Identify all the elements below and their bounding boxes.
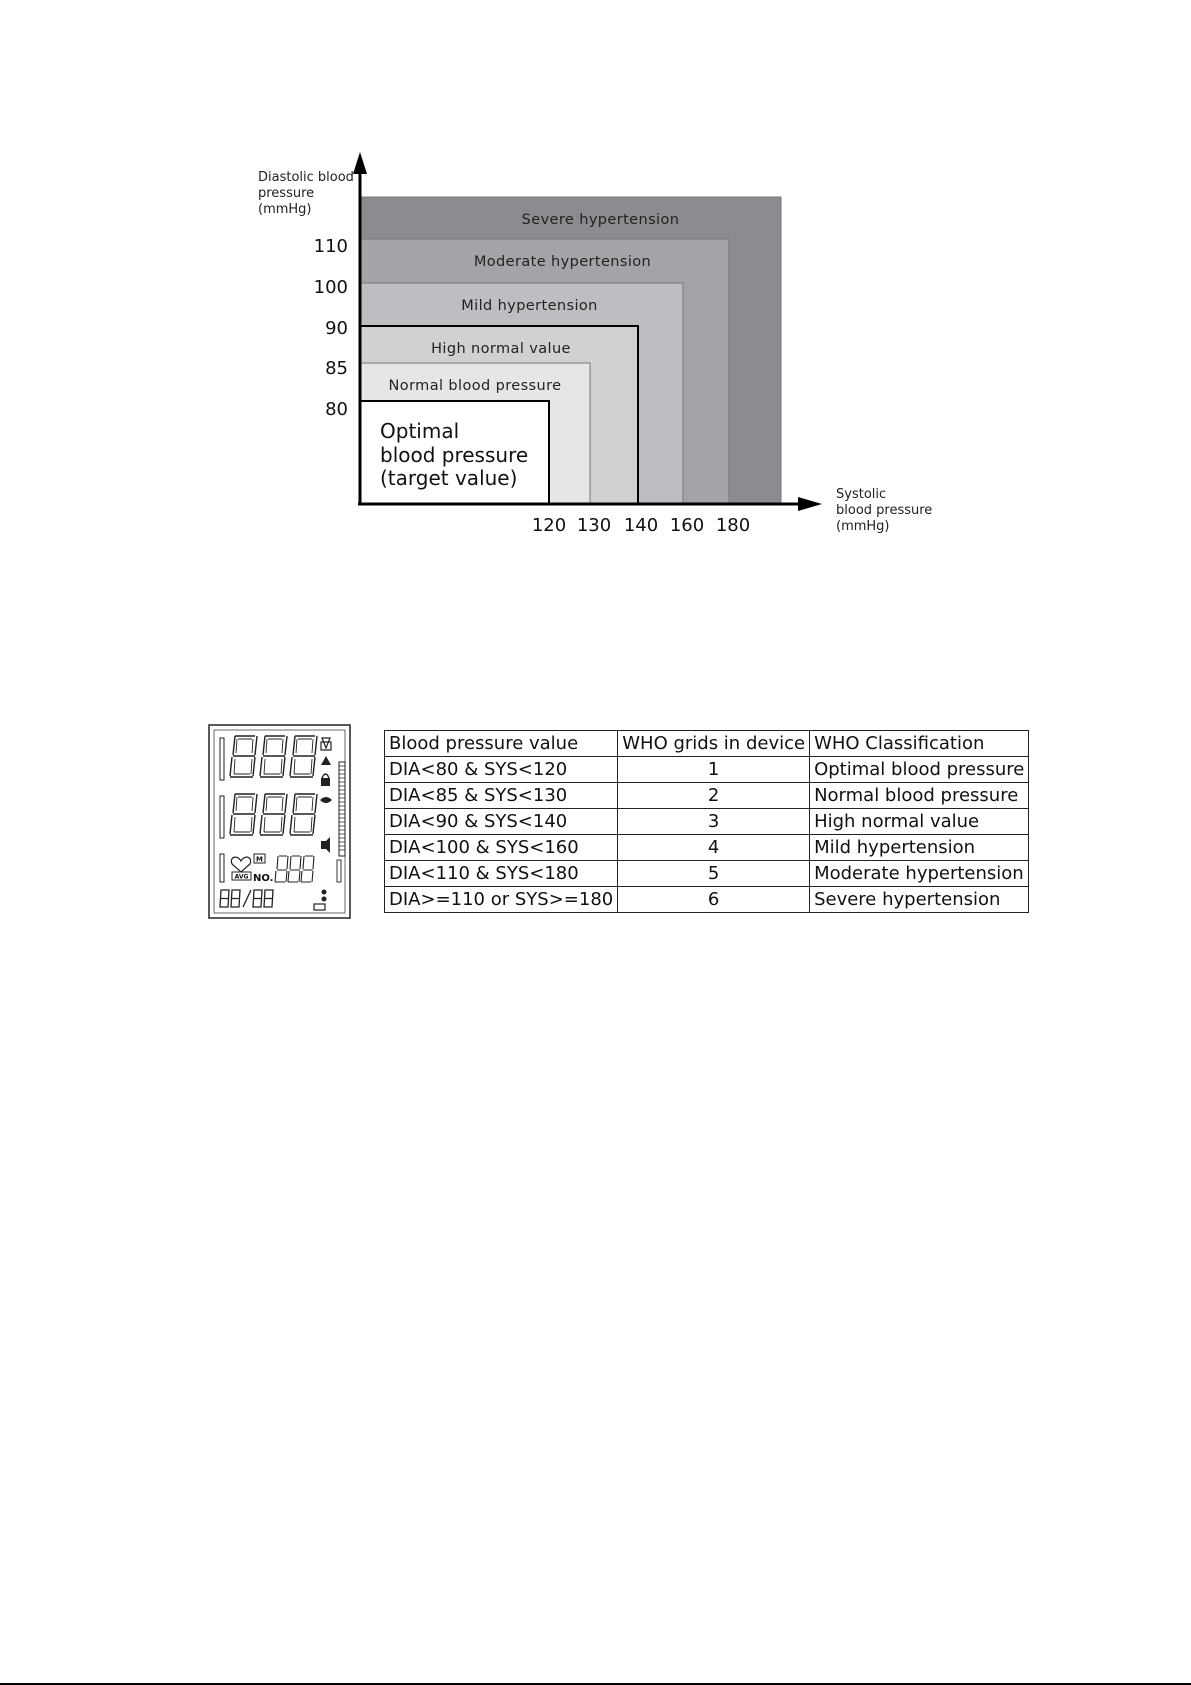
y-tick-100: 100: [313, 277, 348, 298]
classification-cell: Moderate hypertension: [810, 861, 1029, 887]
x-axis-label-line3: (mmHg): [836, 519, 890, 534]
y-tick-80: 80: [325, 399, 348, 420]
lock-icon: [321, 778, 330, 786]
table-row: [385, 809, 1029, 835]
bp-value-cell: DIA<80 & SYS<120: [385, 757, 618, 783]
bp-value-cell: DIA<85 & SYS<130: [385, 783, 618, 809]
classification-cell: Optimal blood pressure: [810, 757, 1029, 783]
memory-label: M: [256, 855, 263, 864]
region-label: Mild hypertension: [461, 298, 598, 314]
who-classification-table: [384, 730, 1029, 913]
lcd-display-diagram: [208, 724, 351, 919]
who-grid-cell: 3: [618, 809, 810, 835]
who-grid-cell: 1: [618, 757, 810, 783]
header-who-grids: WHO grids in device: [618, 731, 810, 757]
who-grid-cell: 6: [618, 887, 810, 913]
y-axis-arrow: [353, 152, 367, 174]
table-row: [385, 861, 1029, 887]
region-label: Severe hypertension: [521, 212, 680, 228]
region-label: Moderate hypertension: [473, 254, 652, 270]
memory-number-label: NO.: [253, 873, 274, 884]
region-label: High normal value: [431, 341, 571, 357]
bp-value-cell: DIA<90 & SYS<140: [385, 809, 618, 835]
header-bp-value: Blood pressure value: [385, 731, 618, 757]
x-tick-120: 120: [531, 515, 567, 536]
table-row: [385, 887, 1029, 913]
y-tick-90: 90: [325, 318, 348, 339]
avg-label: AVG: [234, 873, 249, 881]
y-axis-label-line2: pressure: [258, 186, 315, 201]
x-tick-130: 130: [576, 515, 612, 536]
classification-cell: Severe hypertension: [810, 887, 1029, 913]
who-grid-cell: 2: [618, 783, 810, 809]
table-row: [385, 783, 1029, 809]
lcd-outer-frame: [209, 725, 350, 918]
optimal-label-line2: blood pressure: [380, 443, 529, 467]
classification-cell: High normal value: [810, 809, 1029, 835]
x-axis-label-line1: Systolic: [836, 487, 887, 502]
y-axis-label-line3: (mmHg): [258, 202, 312, 217]
optimal-label-line1: Optimal: [380, 419, 460, 443]
table-header-row: [385, 731, 1029, 757]
x-axis-label-line2: blood pressure: [836, 503, 933, 518]
classification-cell: Mild hypertension: [810, 835, 1029, 861]
optimal-label-line3: (target value): [380, 466, 518, 490]
bp-value-cell: DIA>=110 or SYS>=180: [385, 887, 618, 913]
y-tick-85: 85: [325, 358, 348, 379]
x-tick-180: 180: [715, 515, 751, 536]
header-who-classification: WHO Classification: [810, 731, 1029, 757]
x-tick-140: 140: [623, 515, 659, 536]
bp-value-cell: DIA<110 & SYS<180: [385, 861, 618, 887]
x-axis-arrow: [798, 497, 822, 511]
who-grid-cell: 4: [618, 835, 810, 861]
bp-classification-chart: [0, 0, 1191, 560]
region-label: Normal blood pressure: [388, 378, 562, 394]
table-row: [385, 835, 1029, 861]
who-grid-cell: 5: [618, 861, 810, 887]
y-axis-label-line1: Diastolic blood: [258, 170, 354, 185]
y-tick-110: 110: [313, 236, 348, 257]
x-tick-160: 160: [669, 515, 705, 536]
classification-cell: Normal blood pressure: [810, 783, 1029, 809]
table-row: [385, 757, 1029, 783]
bp-value-cell: DIA<100 & SYS<160: [385, 835, 618, 861]
